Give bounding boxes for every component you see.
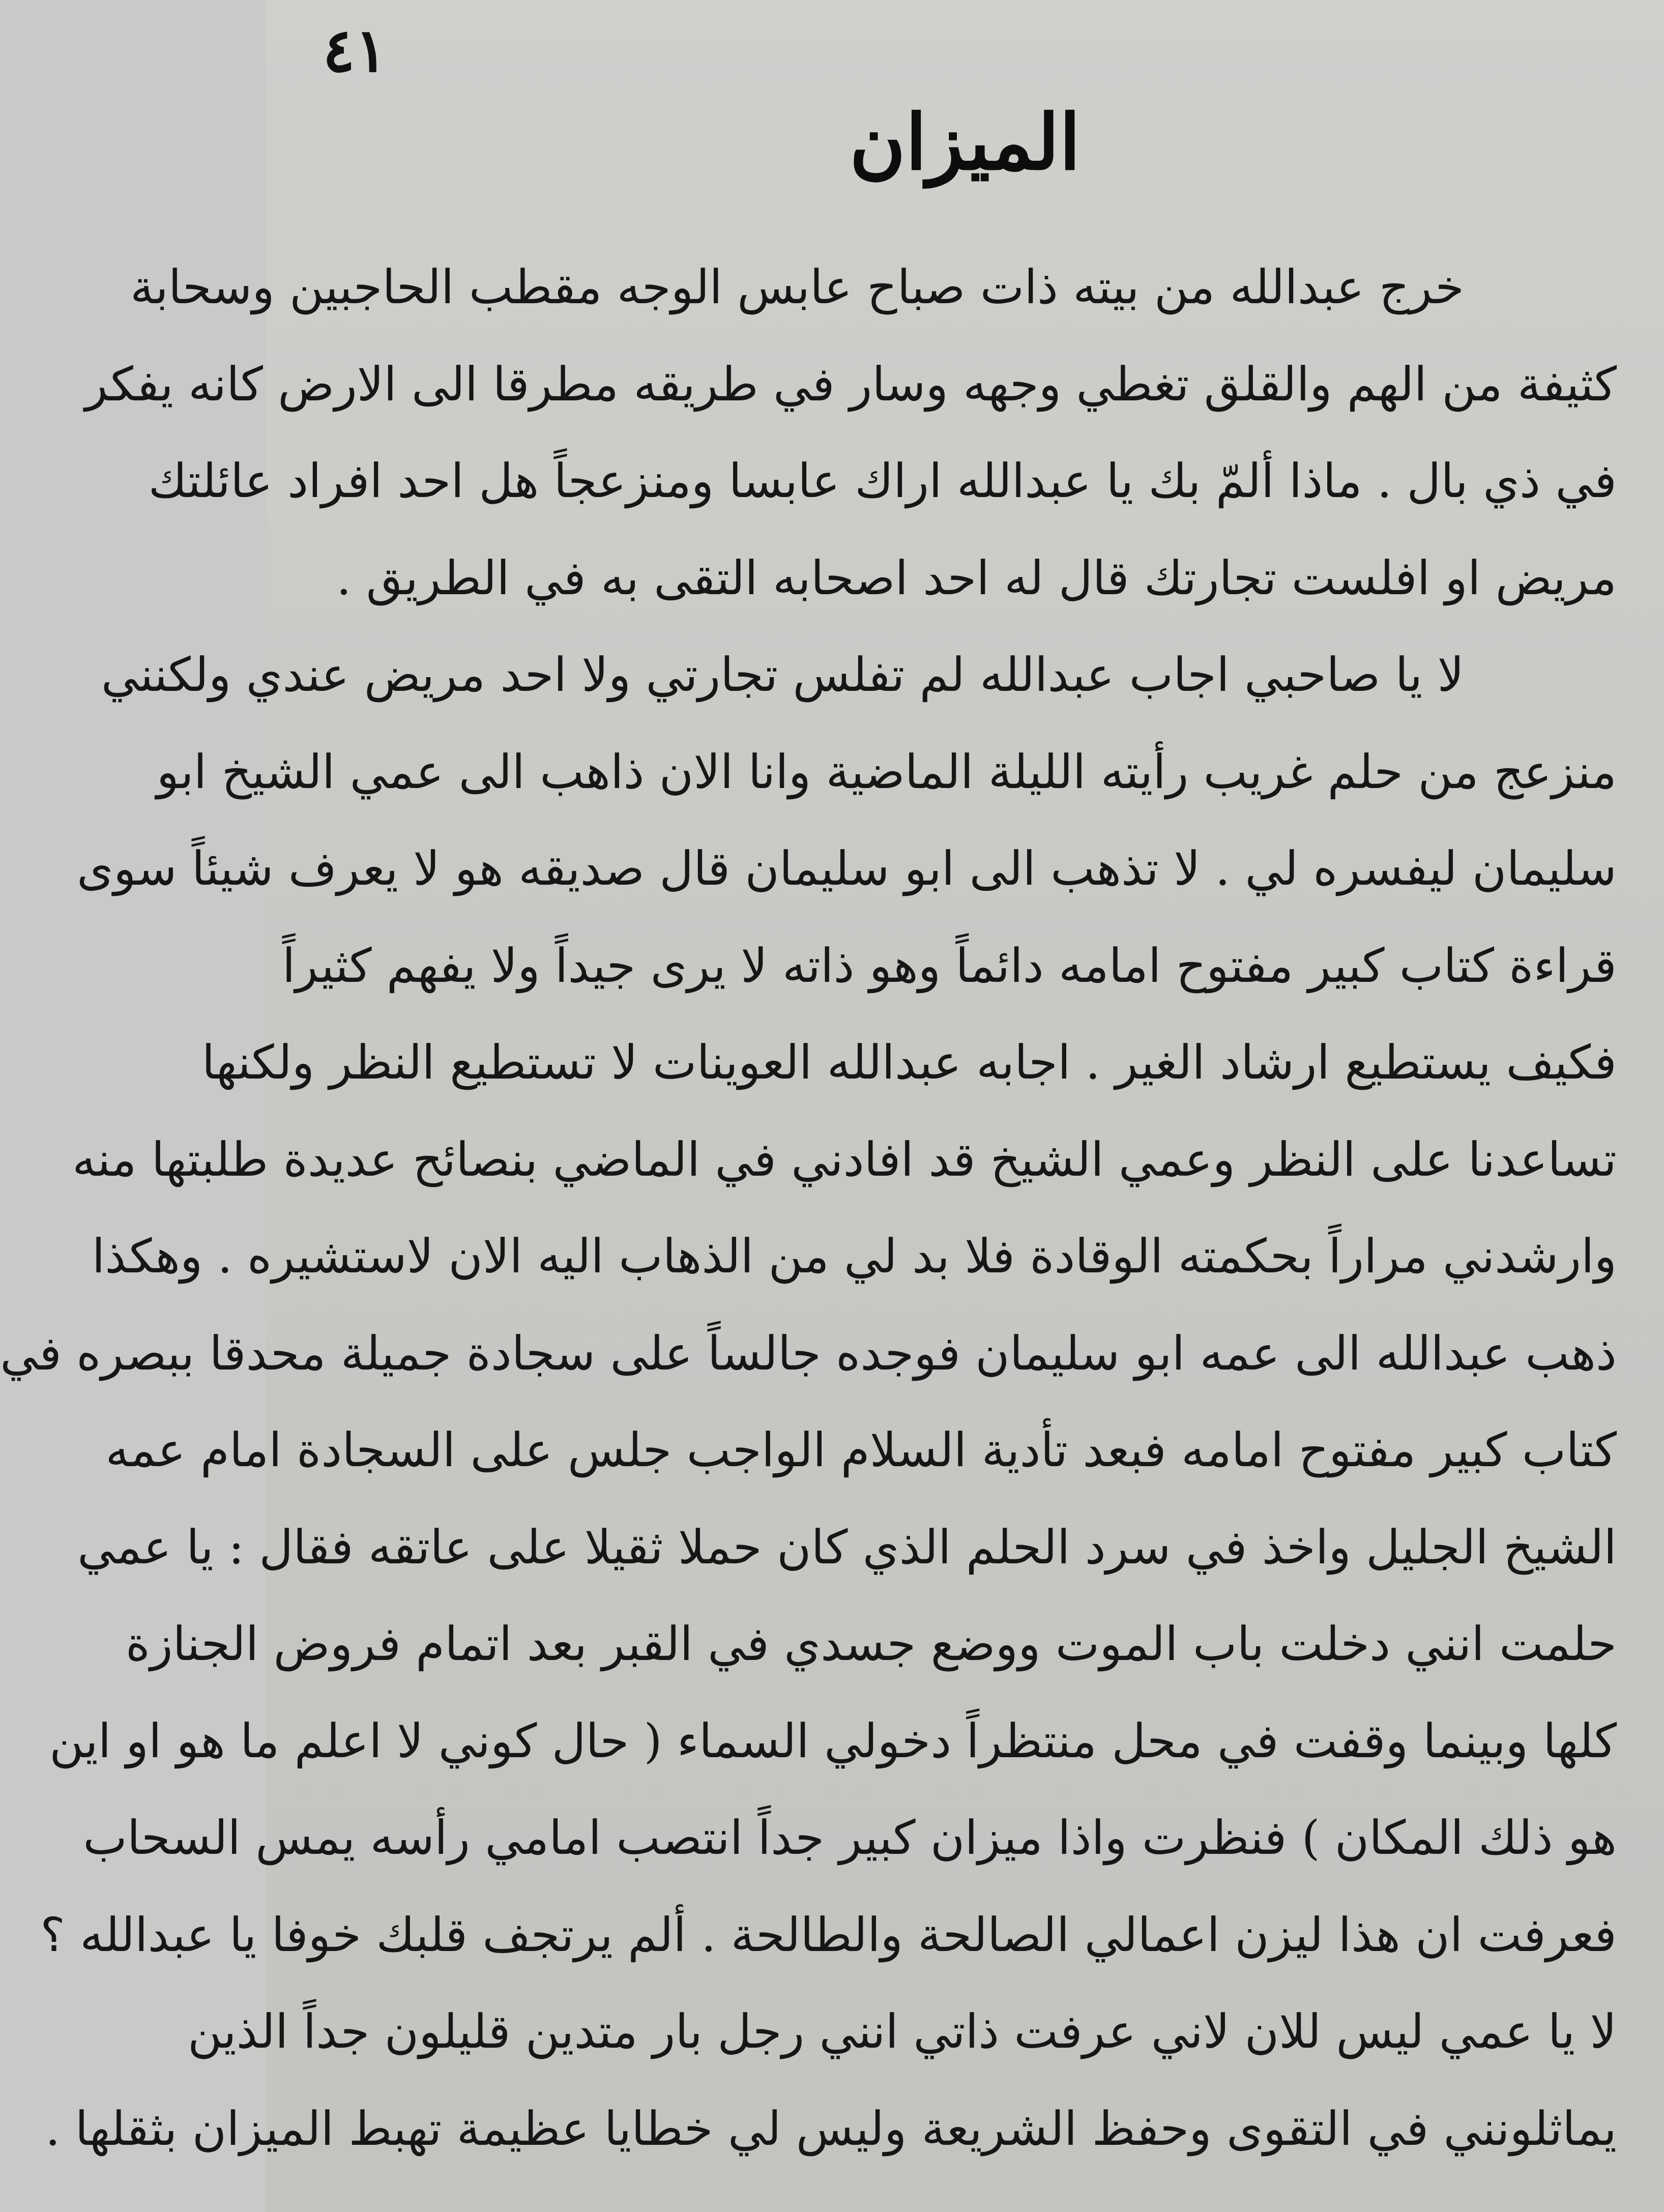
text-line: كثيفة من الهم والقلق تغطي وجهه وسار في طريقه مطرقا الى الارض كانه يفكر — [85, 357, 1617, 412]
text-line: قراءة كتاب كبير مفتوح امامه دائماً وهو ذاته لا يرى جيداً ولا يفهم كثيراً — [282, 938, 1617, 993]
text-line: يماثلونني في التقوى وحفظ الشريعة وليس لي خطايا عظيمة تهبط الميزان بثقلها . — [45, 2101, 1617, 2156]
text-line: في ذي بال . ماذا ألمّ بك يا عبدالله اراك عابسا ومنزعجاً هل احد افراد عائلتك — [148, 454, 1617, 508]
text-line: فكيف يستطيع ارشاد الغير . اجابه عبدالله العوينات لا تستطيع النظر ولكنها — [201, 1035, 1617, 1090]
body-text — [0, 239, 1617, 2177]
text-line: مريض او افلست تجارتك قال له احد اصحابه التقى به في الطريق . — [336, 550, 1617, 605]
text-line: كتاب كبير مفتوح امامه فبعد تأدية السلام الواجب جلس على السجادة امام عمه — [105, 1423, 1617, 1477]
text-line: هو ذلك المكان ) فنظرت واذا ميزان كبير جداً انتصب امامي رأسه يمس السحاب — [83, 1811, 1617, 1865]
text-line: وارشدني مراراً بحكمته الوقادة فلا بد لي من الذهاب اليه الان لاستشيره . وهكذا — [92, 1229, 1617, 1284]
text-line: ذهب عبدالله الى عمه ابو سليمان فوجده جالساً على سجادة جميلة محدقا ببصره في — [0, 1326, 1617, 1381]
text-line: تساعدنا على النظر وعمي الشيخ قد افادني في الماضي بنصائح عديدة طلبتها منه — [72, 1132, 1617, 1187]
text-line: لا يا صاحبي اجاب عبدالله لم تفلس تجارتي ولا احد مريض عندي ولكنني — [101, 648, 1464, 702]
text-line: حلمت انني دخلت باب الموت ووضع جسدي في القبر بعد اتمام فروض الجنازة — [125, 1617, 1617, 1671]
text-line: كلها وبينما وقفت في محل منتظراً دخولي السماء ( حال كوني لا اعلم ما هو او اين — [49, 1713, 1617, 1768]
text-line: منزعج من حلم غريب رأيته الليلة الماضية وانا الان ذاهب الى عمي الشيخ ابو — [156, 744, 1617, 799]
text-line: فعرفت ان هذا ليزن اعمالي الصالحة والطالحة . ألم يرتجف قلبك خوفا يا عبدالله ؟ — [40, 1907, 1617, 1962]
text-line: الشيخ الجليل واخذ في سرد الحلم الذي كان حملا ثقيلا على عاتقه فقال : يا عمي — [77, 1520, 1617, 1575]
text-line: خرج عبدالله من بيته ذات صباح عابس الوجه مقطب الحاجبين وسحابة — [130, 260, 1464, 314]
text-line: سليمان ليفسره لي . لا تذهب الى ابو سليمان قال صديقه هو لا يعرف شيئاً سوى — [77, 841, 1617, 896]
page-title: الميزان — [850, 98, 1081, 187]
page-number: ٤١ — [323, 15, 387, 85]
text-line: لا يا عمي ليس للان لاني عرفت ذاتي انني رجل بار متدين قليلون جداً الذين — [187, 2004, 1617, 2059]
